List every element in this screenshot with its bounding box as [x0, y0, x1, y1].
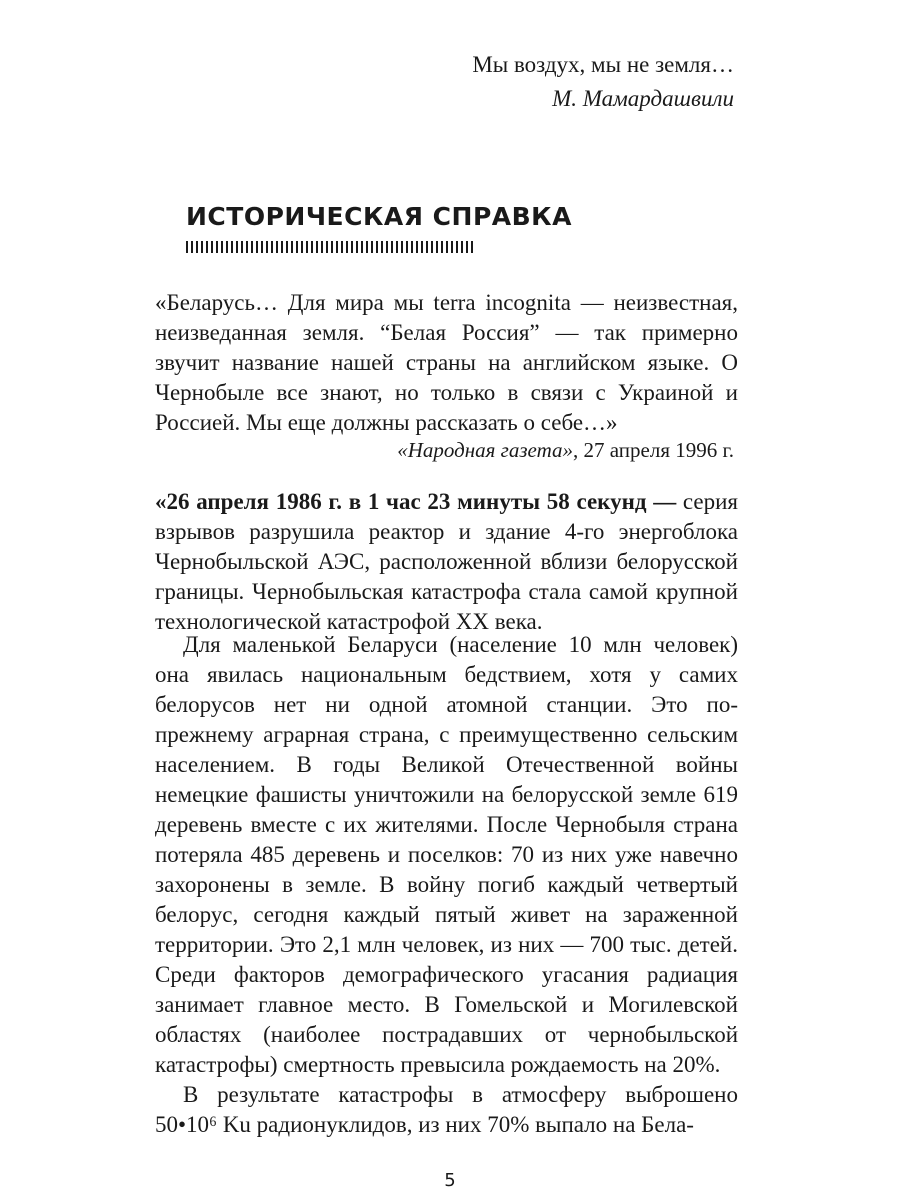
- opening-quote: [155, 288, 738, 438]
- quote-source: [397, 436, 734, 464]
- decorative-tick-rule: [186, 241, 476, 253]
- quote-text: «Беларусь… Для мира мы terra incognita — неизвестная, неизведанная земля. “Белая Россия” — так примерно звучит название нашей страны на английском языке. О Чернобыле все знают, но только в связи с Украиной и Россией. Мы еще должны рассказать о себе…»: [155, 290, 738, 435]
- body-text: [155, 630, 738, 1140]
- epigraph: [472, 48, 734, 116]
- intro-paragraph: [155, 487, 738, 637]
- epigraph-author: М. Мамардашвили: [552, 86, 734, 111]
- body-paragraph: В результате катастрофы в атмосферу выброшено 50•10⁶ Ku радионуклидов, из них 70% выпало на Бела-: [155, 1082, 738, 1137]
- page-number: 5: [444, 1170, 456, 1191]
- body-paragraph: Для маленькой Беларуси (население 10 млн человек) она явилась национальным бедствием, хотя у самих белорусов нет ни одной атомной станции. Это по-прежнему аграрная страна, с преимущественно сельским населением. В годы Великой Отечественной войны немецкие фашисты уничтожили на белорусской земле 619 деревень вместе с их жителями. После Чернобыля страна потеряла 485 деревень и поселков: 70 из них уже навечно захоронены в земле. В войну погиб каждый четвертый белорус, сегодня каждый пятый живет на зараженной территории. Это 2,1 млн человек, из них — 700 тыс. детей. Среди факторов демографического угасания радиация занимает главное место. В Гомельской и Могилевской областях (наиболее пострадавших от чернобыльской катастрофы) смертность превысила рождаемость на 20%.: [155, 632, 738, 1077]
- quote-source-title: «Народная газета»: [397, 438, 573, 462]
- section-title: ИСТОРИЧЕСКАЯ СПРАВКА: [186, 202, 572, 231]
- intro-text: серия взрывов разрушила реактор и здание 4-го энергоблока Чернобыльской АЭС, расположенной вблизи белорусской границы. Чернобыльская катастрофа стала самой крупной технологической катастрофой XX века.: [155, 489, 738, 634]
- quote-source-date: , 27 апреля 1996 г.: [573, 438, 734, 462]
- epigraph-line: Мы воздух, мы не земля…: [472, 52, 734, 77]
- intro-bold-date: «26 апреля 1986 г. в 1 час 23 минуты 58 секунд —: [155, 489, 677, 514]
